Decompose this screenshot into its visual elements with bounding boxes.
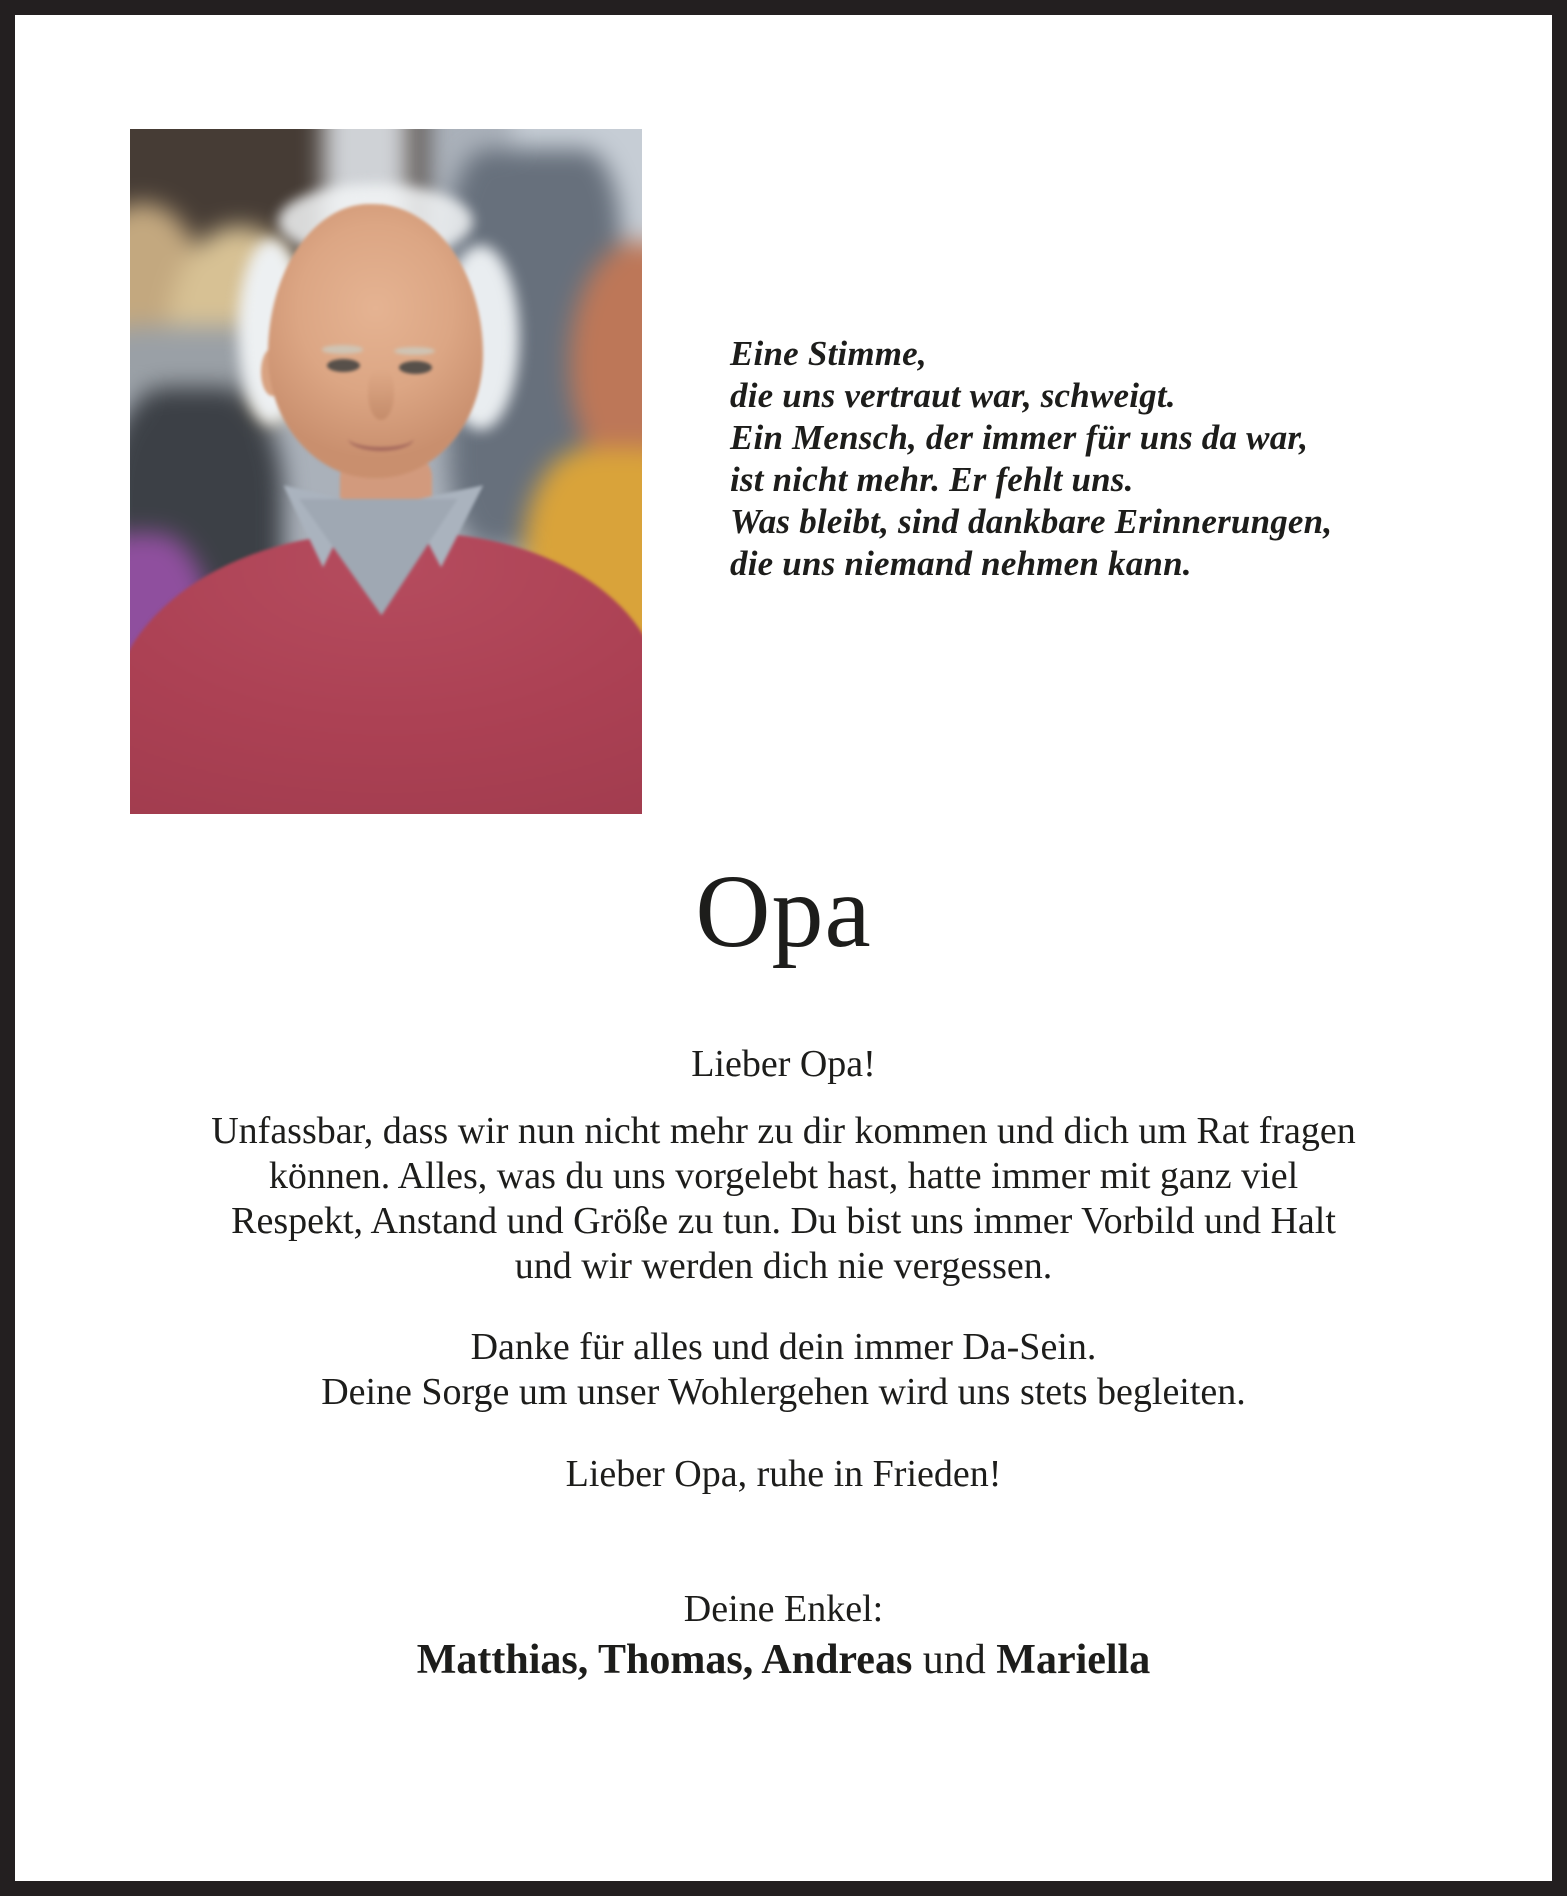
poem-line: Was bleibt, sind dankbare Erinnerungen, [730, 502, 1333, 541]
poem-line: die uns niemand nehmen kann. [730, 544, 1192, 583]
poem-line: die uns vertraut war, schweigt. [730, 376, 1176, 415]
photo-eye-right [399, 361, 432, 374]
letter-salutation: Lieber Opa! [691, 1043, 876, 1085]
photo-nose [368, 369, 394, 420]
paragraph-line: Deine Sorge um unser Wohlergehen wird uns stets begleiten. [321, 1371, 1246, 1413]
letter-closing: Lieber Opa, ruhe in Frieden! [565, 1453, 1002, 1495]
letter-paragraph-2 [15, 1325, 1552, 1415]
paragraph-line: und wir werden dich nie vergessen. [514, 1245, 1053, 1287]
signature-intro: Deine Enkel: [683, 1588, 884, 1630]
letter-paragraph-1 [15, 1109, 1552, 1289]
obituary-body [15, 854, 1552, 1684]
paragraph-line: Respekt, Anstand und Größe zu tun. Du bist uns immer Vorbild und Halt [231, 1200, 1336, 1242]
photo-smile [348, 425, 415, 451]
signature-names [15, 1636, 1552, 1684]
paragraph-line: Unfassbar, dass wir nun nicht mehr zu dir kommen und dich um Rat fragen [211, 1110, 1356, 1152]
photo-man [130, 129, 642, 814]
deceased-name-title: Opa [695, 854, 872, 969]
memorial-poem [730, 333, 1490, 585]
signature-connector: und [912, 1637, 997, 1683]
paragraph-line: Danke für alles und dein immer Da-Sein. [470, 1326, 1097, 1368]
poem-line: Ein Mensch, der immer für uns da war, [730, 418, 1309, 457]
portrait-photo [130, 129, 642, 814]
photo-eyebrow-left [322, 345, 363, 353]
poem-line: Eine Stimme, [730, 334, 927, 373]
signature-name-mariella: Mariella [996, 1637, 1151, 1683]
poem-line: ist nicht mehr. Er fehlt uns. [730, 460, 1134, 499]
signature-names-bold: Matthias, Thomas, Andreas [416, 1637, 913, 1683]
photo-eyebrow-right [394, 347, 435, 355]
paragraph-line: können. Alles, was du uns vorgelebt hast, hatte immer mit ganz viel [268, 1155, 1299, 1197]
